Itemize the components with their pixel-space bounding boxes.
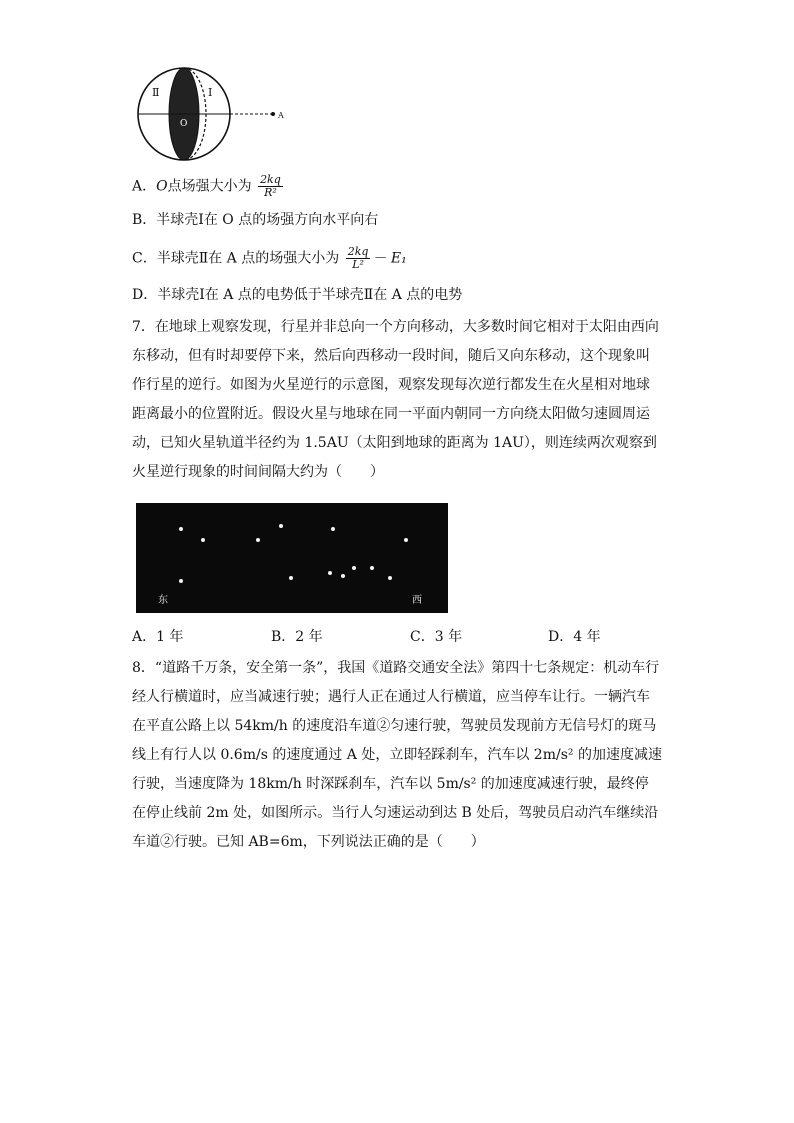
- q6-option-c: C．半球壳Ⅱ在 A 点的场强大小为 $\frac{2kq}{\text{L²}}$ － E₁: [132, 245, 407, 271]
- label-o: O: [180, 119, 188, 129]
- q7-option-a: A．1 年: [132, 629, 184, 645]
- q6-option-d: D．半球壳Ⅰ在 A 点的电势低于半球壳Ⅱ在 A 点的电势: [132, 287, 463, 303]
- label-ii: Ⅱ: [152, 86, 160, 99]
- hemisphere-figure: [132, 62, 292, 172]
- q7-question: 7．在地球上观察发现，行星并非总向一个方向移动，大多数时间它相对于太阳由西向东移动，但有时却要停下来，然后向西移动一段时间，随后又向东移动，这个现象叫作行星的逆行。如图为火星逆行的示意图，观察发现每次逆行都发生在火星相对地球距离最小的位置附近。假设火星与地球在同一平面内朝同一方向绕太阳做匀速圆周运动，已知火星轨道半径约为 1.5AU（太阳到地球的距离为 1AU），则连续两次观察到火星逆行现象的时间间隔大约为（ ）: [132, 319, 659, 480]
- label-east: 东: [158, 595, 168, 606]
- mars-retrograde-figure: [136, 503, 448, 613]
- q7-option-d: D．4 年: [548, 629, 601, 645]
- label-a: A: [278, 111, 284, 120]
- label-west: 西: [412, 595, 422, 606]
- q7-option-c: C．3 年: [410, 629, 463, 645]
- q8-question: 8．“道路千万条，安全第一条”，我国《道路交通安全法》第四十七条规定：机动车行经人行横道时，应当减速行驶；遇行人正在通过人行横道，应当停车让行。一辆汽车在平直公路上以 54km/h 的速度沿车道②匀速行驶，驾驶员发现前方无信号灯的斑马线上有行人以 0.6m/s 的速度通过 A 处，立即轻踩刹车，汽车以 2m/s² 的加速度减速行驶，当速度降为 18km/h 时深踩刹车，汽车以 5m/s² 的加速度减速行驶，最终停在停止线前 2m 处，如图所示。当行人匀速运动到达 B 处后，驾驶员启动汽车继续沿车道②行驶。已知 AB=6m，下列说法正确的是（ ）: [132, 660, 662, 850]
- q7-option-b: B．2 年: [271, 629, 323, 645]
- q6-option-a: A．O点场强大小为 $\frac{2kq}{\text{R²}}$: [132, 173, 281, 199]
- label-i: Ⅰ: [208, 86, 213, 99]
- q6-option-b: B．半球壳Ⅰ在 O 点的场强方向水平向右: [132, 212, 379, 228]
